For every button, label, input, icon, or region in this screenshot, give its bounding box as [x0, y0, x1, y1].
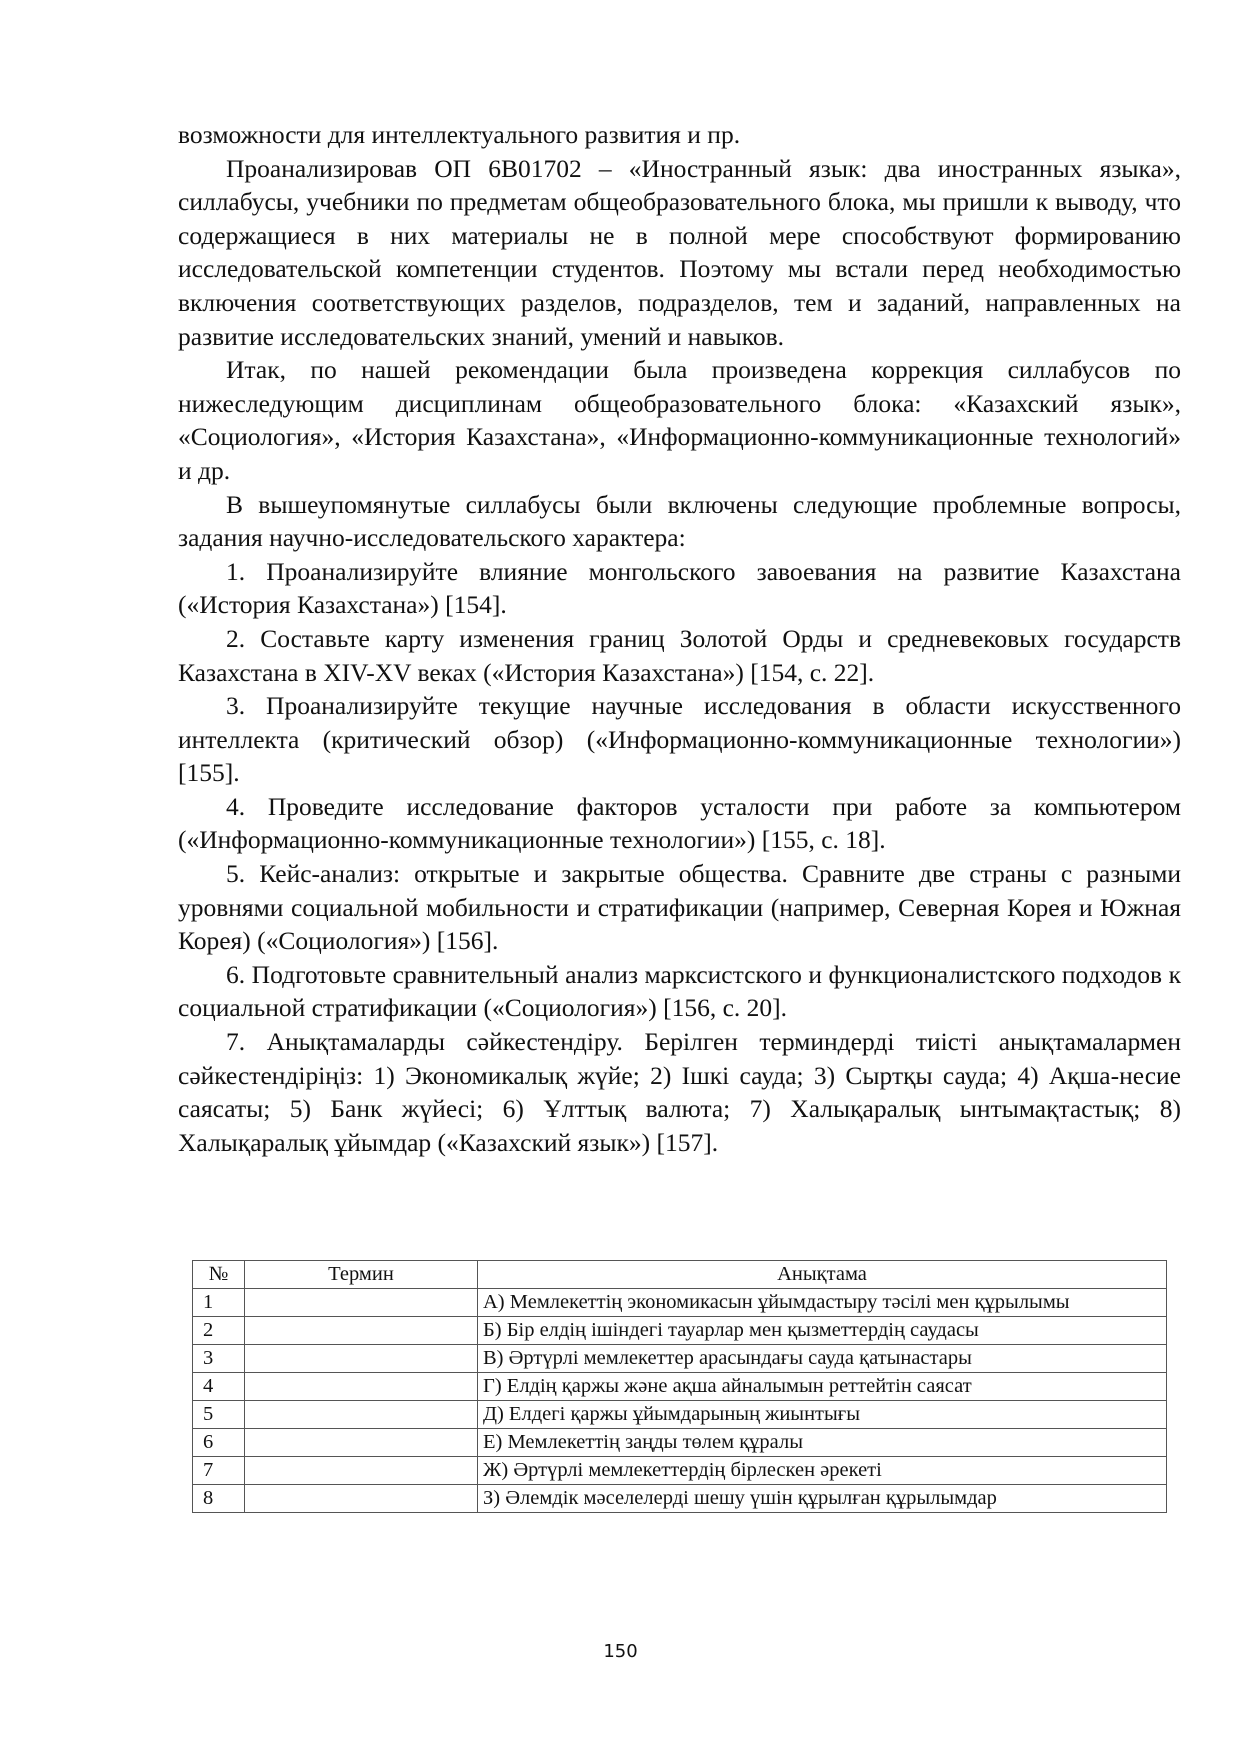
header-number: № [193, 1261, 245, 1289]
header-definition: Анықтама [478, 1261, 1167, 1289]
table-header-row [193, 1261, 1167, 1289]
list-item-task-6: 6. Подготовьте сравнительный анализ марксистского и функционалистского подходов к социальной стратификации («Социология») [156, с. 20]. [178, 959, 1181, 1023]
row-number: 5 [193, 1401, 245, 1429]
table-row [193, 1429, 1167, 1457]
row-number: 7 [193, 1457, 245, 1485]
row-definition: Ж) Әртүрлі мемлекеттердің бірлескен әрекеті [478, 1457, 1167, 1485]
paragraph-tasks-intro: В вышеупомянутые силлабусы были включены следующие проблемные вопросы, задания научно-исследовательского характера: [178, 489, 1181, 553]
row-term [245, 1317, 478, 1345]
paragraph-continuation: возможности для интеллектуального развития и пр. [178, 120, 741, 149]
row-term [245, 1373, 478, 1401]
list-item-task-7: 7. Анықтамаларды сәйкестендіру. Берілген терминдерді тиісті анықтамалармен сәйкестендіріңіз: 1) Экономикалық жүйе; 2) Ішкі сауда; 3) Сыртқы сауда; 4) Ақша-несие саясаты; 5) Банк жүйесі; 6) Ұлттық валюта; 7) Халықаралық ынтымақтастық; 8) Халықаралық ұйымдар («Казахский язык») [157]. [178, 1027, 1181, 1157]
page-number: 150 [603, 1641, 638, 1662]
list-item-task-5: 5. Кейс-анализ: открытые и закрытые общества. Сравните две страны с разными уровнями социальной мобильности и стратификации (например, Северная Корея и Южная Корея) («Социология») [156]. [178, 859, 1181, 956]
table-row [193, 1373, 1167, 1401]
row-number: 6 [193, 1429, 245, 1457]
row-term [245, 1457, 478, 1485]
list-item-task-3: 3. Проанализируйте текущие научные исследования в области искусственного интеллекта (критический обзор) («Информационно-коммуникационные технологии») [155]. [178, 691, 1181, 788]
row-term [245, 1485, 478, 1513]
matching-table [192, 1260, 1167, 1513]
paragraph-analysis: Проанализировав ОП 6B01702 – «Иностранный язык: два иностранных языка», силлабусы, учебники по предметам общеобразовательного блока, мы пришли к выводу, что содержащиеся в них материалы не в полной мере способствуют формированию исследовательской компетенции студентов. Поэтому мы встали перед необходимостью включения соответствующих разделов, подразделов, тем и заданий, направленных на развитие исследовательских знаний, умений и навыков. [178, 153, 1181, 351]
row-number: 3 [193, 1345, 245, 1373]
table-row [193, 1317, 1167, 1345]
table-row [193, 1345, 1167, 1373]
row-definition: Б) Бір елдің ішіндегі тауарлар мен қызметтердің саудасы [478, 1317, 1167, 1345]
table-row [193, 1485, 1167, 1513]
row-definition: З) Әлемдік мәселелерді шешу үшін құрылған құрылымдар [478, 1485, 1167, 1513]
row-term [245, 1289, 478, 1317]
row-term [245, 1401, 478, 1429]
row-number: 4 [193, 1373, 245, 1401]
paragraph-syllabus-correction: Итак, по нашей рекомендации была произведена коррекция силлабусов по нижеследующим дисциплинам общеобразовательного блока: «Казахский язык», «Социология», «История Казахстана», «Информационно-коммуникационные технологий» и др. [178, 355, 1181, 485]
matching-table-container [192, 1260, 1167, 1513]
table-row [193, 1401, 1167, 1429]
row-definition: Г) Елдің қаржы және ақша айналымын реттейтін саясат [478, 1373, 1167, 1401]
row-definition: Е) Мемлекеттің заңды төлем құралы [478, 1429, 1167, 1457]
list-item-task-1: 1. Проанализируйте влияние монгольского завоевания на развитие Казахстана («История Казахстана») [154]. [178, 556, 1181, 620]
row-term [245, 1345, 478, 1373]
row-number: 2 [193, 1317, 245, 1345]
header-term: Термин [245, 1261, 478, 1289]
table-row [193, 1289, 1167, 1317]
list-item-task-2: 2. Составьте карту изменения границ Золотой Орды и средневековых государств Казахстана в XIV-XV веках («История Казахстана») [154, с. 22]. [178, 623, 1181, 687]
table-row [193, 1457, 1167, 1485]
row-number: 8 [193, 1485, 245, 1513]
row-definition: В) Әртүрлі мемлекеттер арасындағы сауда қатынастары [478, 1345, 1167, 1373]
row-number: 1 [193, 1289, 245, 1317]
document-body [178, 118, 1181, 1159]
row-term [245, 1429, 478, 1457]
row-definition: Д) Елдегі қаржы ұйымдарының жиынтығы [478, 1401, 1167, 1429]
row-definition: А) Мемлекеттің экономикасын ұйымдастыру тәсілі мен құрылымы [478, 1289, 1167, 1317]
list-item-task-4: 4. Проведите исследование факторов усталости при работе за компьютером («Информационно-коммуникационные технологии») [155, с. 18]. [178, 791, 1181, 855]
